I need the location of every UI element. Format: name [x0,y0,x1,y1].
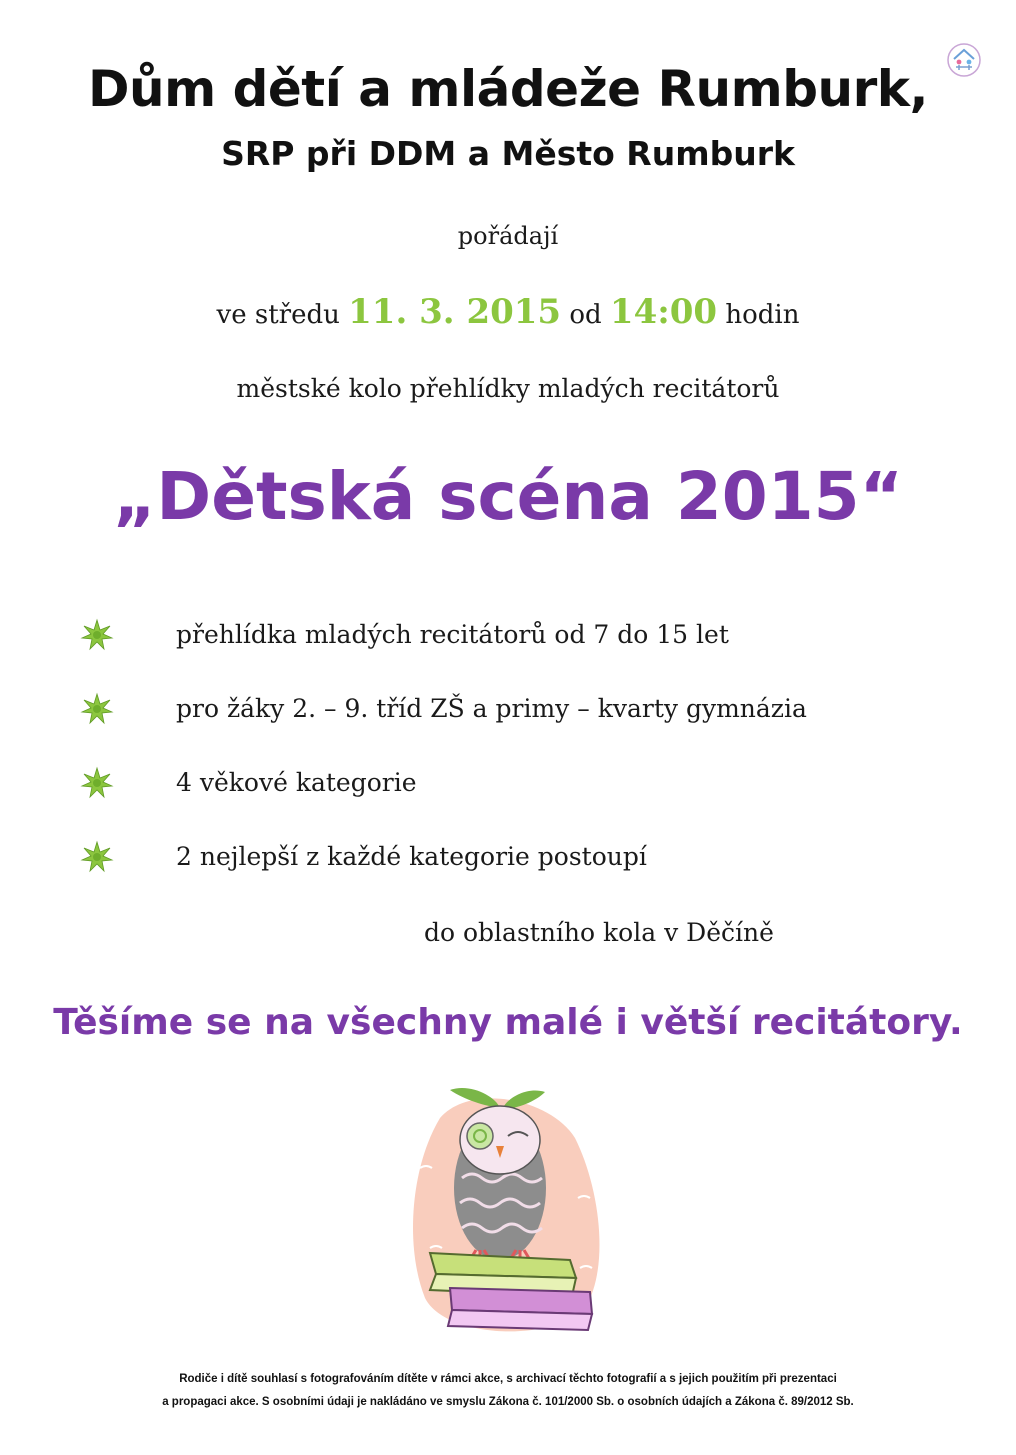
green-star-bullet-icon [80,766,114,800]
list-item [80,692,960,732]
closing-message: Těšíme se na všechny malé i větší recitátory. [53,1002,963,1043]
event-time: 14:00 [609,292,718,332]
event-when [0,292,1016,332]
green-star-bullet-icon [80,840,114,874]
round-description: městské kolo přehlídky mladých recitátorů [236,374,780,403]
bullet-text: 2 nejlepší z každé kategorie postoupí [176,842,647,871]
bullet-text: přehlídka mladých recitátorů od 7 do 15 let [176,620,729,649]
bullet-text: pro žáky 2. – 9. tříd ZŠ a primy – kvarty gymnázia [176,694,807,723]
when-mid: od [569,300,602,330]
event-date: 11. 3. 2015 [348,292,562,332]
green-star-bullet-icon [80,692,114,726]
page-subtitle: SRP při DDM a Město Rumburk [221,134,795,173]
bullet-text: 4 věkové kategorie [176,768,417,797]
footer-consent-line-1: Rodiče i dítě souhlasí s fotografováním dítěte v rámci akce, s archivací těchto fotografií a s jejich použitím při prezentaci [179,1373,837,1385]
when-suffix: hodin [725,300,800,330]
bullet-continuation: do oblastního kola v Děčíně [424,918,774,947]
event-title: „Dětská scéna 2015“ [113,458,903,535]
owl-on-books-illustration [400,1078,610,1348]
organize-text: pořádají [457,222,559,250]
list-item [80,840,960,880]
list-item [80,618,960,658]
green-star-bullet-icon [80,618,114,652]
when-prefix: ve středu [216,300,340,330]
footer-consent-line-2: a propagaci akce. S osobními údaji je nakládáno ve smyslu Zákona č. 101/2000 Sb. o osobních údajích a Zákona č. 89/2012 Sb. [162,1396,854,1408]
list-item [80,766,960,806]
page-title: Dům dětí a mládeže Rumburk, [88,60,928,118]
